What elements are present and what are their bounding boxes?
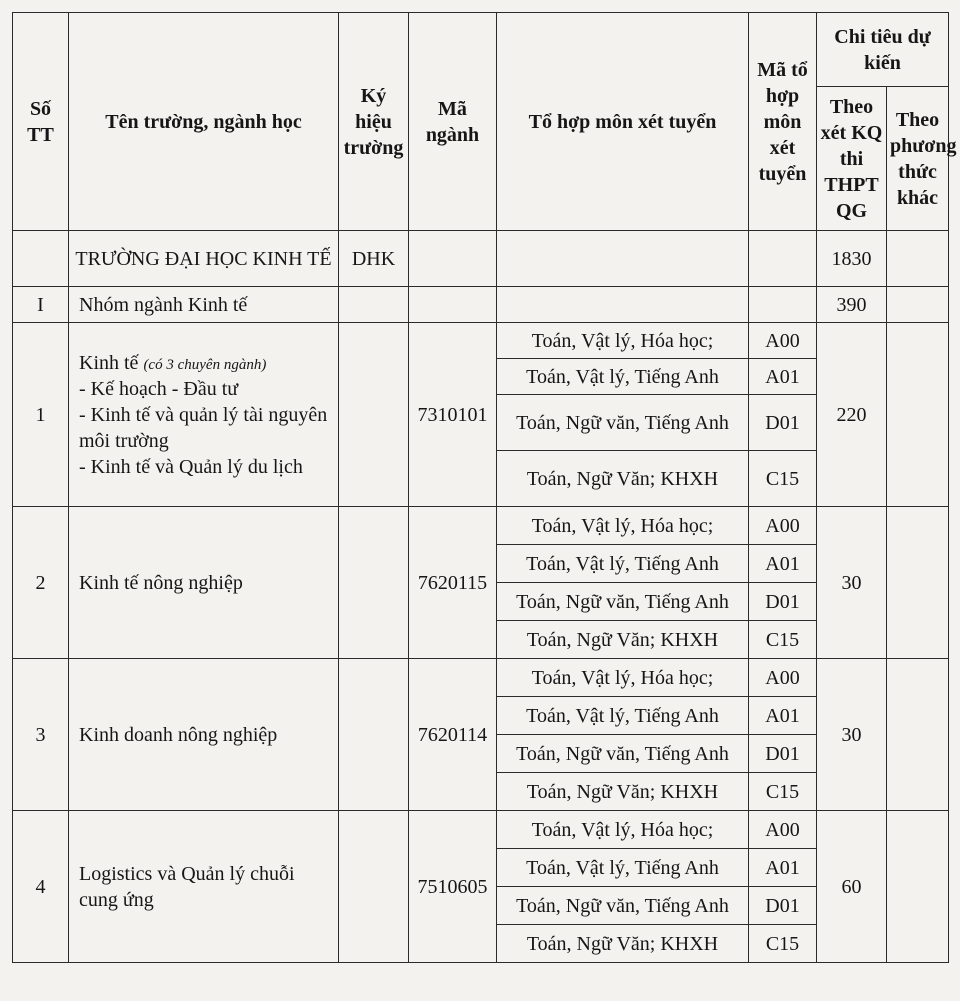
combo-code: A01 xyxy=(749,697,817,735)
combo-subjects: Toán, Vật lý, Tiếng Anh xyxy=(497,697,749,735)
combo-subjects: Toán, Ngữ văn, Tiếng Anh xyxy=(497,583,749,621)
group-number: I xyxy=(13,287,69,323)
major-code: 7620115 xyxy=(409,507,497,659)
group-combo-code xyxy=(749,287,817,323)
group-quota: 390 xyxy=(817,287,887,323)
major-name-cell xyxy=(69,323,339,507)
major-note: (có 3 chuyên ngành) xyxy=(143,356,267,373)
major-name: Kinh tế nông nghiệp xyxy=(79,571,243,594)
major-name: Logistics và Quản lý chuỗi cung ứng xyxy=(79,862,295,911)
header-quota-other: Theo phương thức khác xyxy=(887,87,949,231)
major-stt: 2 xyxy=(13,507,69,659)
combo-code: A01 xyxy=(749,849,817,887)
combo-subjects: Toán, Ngữ văn, Tiếng Anh xyxy=(497,887,749,925)
combo-code: C15 xyxy=(749,773,817,811)
group-name: Nhóm ngành Kinh tế xyxy=(69,287,339,323)
major-stt: 3 xyxy=(13,659,69,811)
major-school-code xyxy=(339,507,409,659)
major-code: 7510605 xyxy=(409,811,497,963)
major-stt: 1 xyxy=(13,323,69,507)
combo-subjects: Toán, Vật lý, Tiếng Anh xyxy=(497,849,749,887)
header-major-code: Mã ngành xyxy=(409,13,497,231)
header-school-code: Ký hiệu trường xyxy=(339,13,409,231)
group-major-code xyxy=(409,287,497,323)
major-name: Kinh doanh nông nghiệp xyxy=(79,723,278,746)
table-row xyxy=(13,323,949,359)
combo-code: C15 xyxy=(749,925,817,963)
school-stt xyxy=(13,231,69,287)
header-quota: Chi tiêu dự kiến xyxy=(817,13,949,87)
major-quota-other xyxy=(887,323,949,507)
combo-subjects: Toán, Vật lý, Hóa học; xyxy=(497,659,749,697)
combo-subjects: Toán, Vật lý, Hóa học; xyxy=(497,811,749,849)
school-quota: 1830 xyxy=(817,231,887,287)
major-quota-other xyxy=(887,659,949,811)
major-name: Kinh tế xyxy=(79,351,139,374)
table-row xyxy=(13,811,949,849)
major-name-cell xyxy=(69,659,339,811)
combo-subjects: Toán, Vật lý, Tiếng Anh xyxy=(497,545,749,583)
school-combo xyxy=(497,231,749,287)
combo-subjects: Toán, Ngữ văn, Tiếng Anh xyxy=(497,735,749,773)
school-quota-other xyxy=(887,231,949,287)
major-code: 7310101 xyxy=(409,323,497,507)
header-quota-exam: Theo xét KQ thi THPT QG xyxy=(817,87,887,231)
combo-code: D01 xyxy=(749,583,817,621)
major-stt: 4 xyxy=(13,811,69,963)
group-combo xyxy=(497,287,749,323)
school-combo-code xyxy=(749,231,817,287)
combo-subjects: Toán, Vật lý, Hóa học; xyxy=(497,323,749,359)
major-quota-other xyxy=(887,811,949,963)
specialization-item: - Kinh tế và Quản lý du lịch xyxy=(79,455,303,478)
major-quota: 30 xyxy=(817,507,887,659)
combo-code: A00 xyxy=(749,811,817,849)
group-school-code xyxy=(339,287,409,323)
table-row xyxy=(13,507,949,545)
specialization-item: - Kinh tế và quản lý tài nguyên môi trường xyxy=(79,403,328,452)
combo-code: A00 xyxy=(749,507,817,545)
school-name: TRƯỜNG ĐẠI HỌC KINH TẾ xyxy=(69,231,339,287)
combo-code: C15 xyxy=(749,621,817,659)
combo-subjects: Toán, Ngữ Văn; KHXH xyxy=(497,773,749,811)
school-row xyxy=(13,231,949,287)
major-quota: 60 xyxy=(817,811,887,963)
major-quota: 220 xyxy=(817,323,887,507)
combo-code: A01 xyxy=(749,359,817,395)
major-school-code xyxy=(339,659,409,811)
school-major-code xyxy=(409,231,497,287)
table-row xyxy=(13,659,949,697)
school-code: DHK xyxy=(339,231,409,287)
header-subject-combo: Tổ hợp môn xét tuyển xyxy=(497,13,749,231)
admissions-table xyxy=(12,12,957,963)
header-combo-code: Mã tổ hợp môn xét tuyển xyxy=(749,13,817,231)
combo-code: A00 xyxy=(749,323,817,359)
group-row xyxy=(13,287,949,323)
major-school-code xyxy=(339,323,409,507)
combo-subjects: Toán, Vật lý, Tiếng Anh xyxy=(497,359,749,395)
combo-subjects: Toán, Ngữ Văn; KHXH xyxy=(497,925,749,963)
combo-code: A01 xyxy=(749,545,817,583)
major-name-cell xyxy=(69,507,339,659)
header-stt: Số TT xyxy=(13,13,69,231)
combo-subjects: Toán, Ngữ Văn; KHXH xyxy=(497,621,749,659)
major-quota-other xyxy=(887,507,949,659)
combo-code: D01 xyxy=(749,735,817,773)
major-name-cell xyxy=(69,811,339,963)
combo-code: A00 xyxy=(749,659,817,697)
combo-subjects: Toán, Ngữ văn, Tiếng Anh xyxy=(497,395,749,451)
major-quota: 30 xyxy=(817,659,887,811)
combo-subjects: Toán, Vật lý, Hóa học; xyxy=(497,507,749,545)
header-name: Tên trường, ngành học xyxy=(69,13,339,231)
major-school-code xyxy=(339,811,409,963)
group-quota-other xyxy=(887,287,949,323)
combo-subjects: Toán, Ngữ Văn; KHXH xyxy=(497,451,749,507)
major-code: 7620114 xyxy=(409,659,497,811)
specialization-item: - Kế hoạch - Đầu tư xyxy=(79,377,239,400)
combo-code: C15 xyxy=(749,451,817,507)
combo-code: D01 xyxy=(749,395,817,451)
combo-code: D01 xyxy=(749,887,817,925)
